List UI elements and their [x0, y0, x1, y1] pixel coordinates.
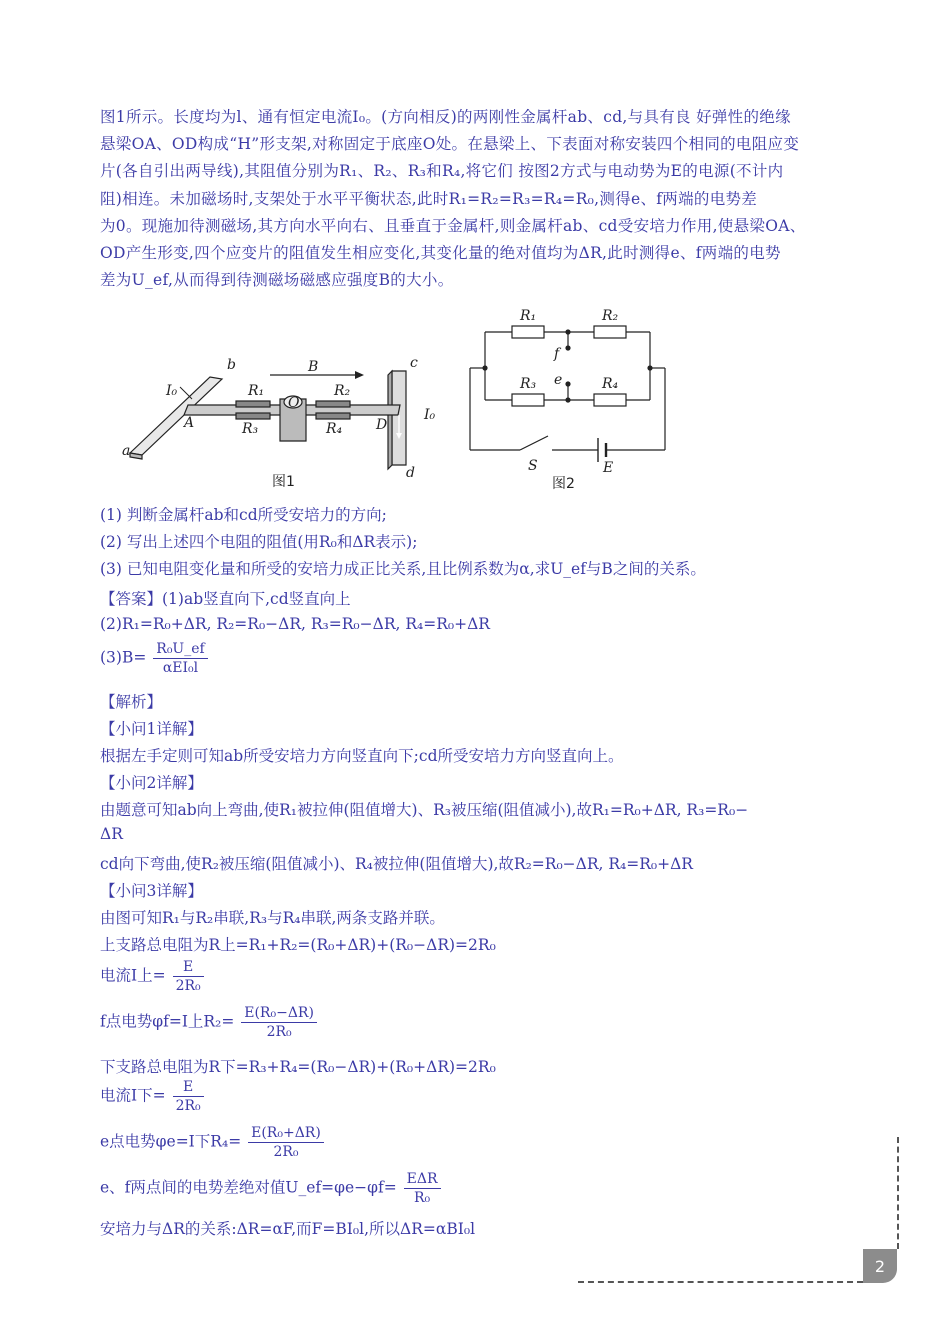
intro-line: 阻)相连。未加磁场时,支架处于水平平衡状态,此时R₁=R₂=R₃=R₄=R₀,测得e、f两端的电势差	[100, 189, 758, 208]
svg-text:图2: 图2	[552, 476, 575, 492]
label-f: f	[554, 346, 560, 362]
label-R3: R₃	[520, 376, 537, 392]
q3-line-1: 由图可知R₁与R₂串联,R₃与R₄串联,两条支路并联。	[100, 909, 445, 927]
q3-line-2: 上支路总电阻为R上=R₁+R₂=(R₀+ΔR)+(R₀−ΔR)=2R₀	[100, 936, 496, 954]
q3-last: 安培力与ΔR的关系:ΔR=αF,而F=BI₀l,所以ΔR=αBI₀l	[100, 1220, 476, 1238]
q1-heading: 【小问1详解】	[100, 720, 203, 738]
answer-line-2: (2)R₁=R₀+ΔR, R₂=R₀−ΔR, R₃=R₀−ΔR, R₄=R₀+ΔR	[100, 615, 490, 633]
figure-2-circuit	[460, 300, 670, 490]
label-D: D	[376, 417, 388, 433]
label-d: d	[406, 465, 415, 481]
page-border-dashed-vertical	[897, 1137, 899, 1249]
label-R4: R₄	[326, 421, 343, 437]
fraction: $\frac{E}{\text{2R₀}}$	[173, 1078, 204, 1115]
label-R4: R₄	[602, 376, 619, 392]
label-E: E	[603, 460, 614, 476]
problem-statement	[100, 104, 878, 294]
page-number: 2	[863, 1249, 897, 1283]
q3-phi-f: f点电势φf=I上R₂= $\frac{\text{E(R₀−ΔR)}}{\text{2R₀}}$	[100, 1004, 319, 1041]
question-1: (1) 判断金属杆ab和cd所受安培力的方向;	[100, 506, 387, 524]
question-2: (2) 写出上述四个电阻的阻值(用R₀和ΔR表示);	[100, 533, 418, 551]
svg-text:图1: 图1	[272, 474, 295, 490]
intro-line: 图1所示。长度均为l、通有恒定电流I₀。(方向相反)的两刚性金属杆ab、cd,与具有良 好弹性的绝缘	[100, 108, 791, 126]
figure-1-caption	[270, 470, 310, 492]
answer-fraction: $\frac{\text{R₀U\_ef}}{\text{αEI₀l}}$	[153, 640, 207, 677]
label-A: A	[184, 415, 195, 431]
q3-line-down: 下支路总电阻为R下=R₃+R₄=(R₀−ΔR)+(R₀+ΔR)=2R₀	[100, 1058, 496, 1076]
label-a: a	[122, 443, 131, 459]
intro-line: 差为U_ef,从而得到待测磁场磁感应强度B的大小。	[100, 271, 454, 290]
question-3: (3) 已知电阻变化量和所受的安培力成正比关系,且比例系数为α,求U_ef与B之间的关系。	[100, 560, 706, 578]
label-I0-left: I₀	[166, 383, 178, 399]
fraction: $\frac{\text{E(R₀+ΔR)}}{\text{2R₀}}$	[248, 1124, 324, 1161]
analysis-heading: 【解析】	[100, 693, 163, 711]
label-R2: R₂	[334, 383, 351, 399]
answer-line-3: (3)B= $\frac{\text{R₀U\_ef}}{\text{αEI₀l}}$	[100, 640, 210, 677]
q2-line-2: ΔR	[100, 825, 123, 843]
label-R1: R₁	[520, 308, 537, 324]
q3-current-down: 电流I下= $\frac{E}{\text{2R₀}}$	[100, 1078, 206, 1115]
q1-text: 根据左手定则可知ab所受安培力方向竖直向下;cd所受安培力方向竖直向上。	[100, 747, 624, 765]
label-c: c	[410, 355, 418, 371]
intro-line: 片(各自引出两导线),其阻值分别为R₁、R₂、R₃和R₄,将它们 按图2方式与电动势为E的电源(不计内	[100, 162, 784, 181]
label-O: O	[288, 395, 300, 411]
fraction: $\frac{\text{E(R₀−ΔR)}}{\text{2R₀}}$	[241, 1004, 317, 1041]
label-S: S	[528, 458, 538, 474]
label-I0-right: I₀	[424, 407, 436, 423]
q2-heading: 【小问2详解】	[100, 774, 203, 792]
fraction: $\frac{\text{EΔR}}{\text{R₀}}$	[404, 1170, 441, 1207]
intro-line: OD产生形变,四个应变片的阻值发生相应变化,其变化量的绝对值均为ΔR,此时测得e、f两端的电势	[100, 244, 781, 263]
label-R1: R₁	[248, 383, 265, 399]
label-R2: R₂	[602, 308, 619, 324]
label-B: B	[308, 359, 319, 375]
answer-line-1: 【答案】(1)ab竖直向下,cd竖直向上	[100, 590, 351, 608]
q2-line-3: cd向下弯曲,使R₂被压缩(阻值减小)、R₄被拉伸(阻值增大),故R₂=R₀−ΔR, R₄=R₀+ΔR	[100, 855, 693, 873]
intro-line: 悬梁OA、OD构成“H”形支架,对称固定于底座O处。在悬梁上、下表面对称安装四个相同的电阻应变	[100, 135, 800, 154]
intro-line: 为0。现施加待测磁场,其方向水平向右、且垂直于金属杆,则金属杆ab、cd受安培力作用,使悬梁OA、	[100, 216, 806, 235]
label-b: b	[227, 357, 236, 373]
q2-line-1: 由题意可知ab向上弯曲,使R₁被拉伸(阻值增大)、R₃被压缩(阻值减小),故R₁=R₀+ΔR, R₃=R₀−	[100, 801, 749, 819]
q3-heading: 【小问3详解】	[100, 882, 203, 900]
fraction: $\frac{E}{\text{2R₀}}$	[173, 958, 204, 995]
page-border-dashed-horizontal	[578, 1281, 863, 1283]
figure-2-caption	[550, 472, 590, 494]
q3-phi-e: e点电势φe=I下R₄= $\frac{\text{E(R₀+ΔR)}}{\text{2R₀}}$	[100, 1124, 326, 1161]
label-R3: R₃	[242, 421, 259, 437]
label-e: e	[554, 372, 563, 388]
q3-current-up: 电流I上= $\frac{E}{\text{2R₀}}$	[100, 958, 206, 995]
q3-uef: e、f两点间的电势差绝对值U_ef=φe−φf= $\frac{\text{EΔR}}{\text{R₀}}$	[100, 1170, 443, 1207]
